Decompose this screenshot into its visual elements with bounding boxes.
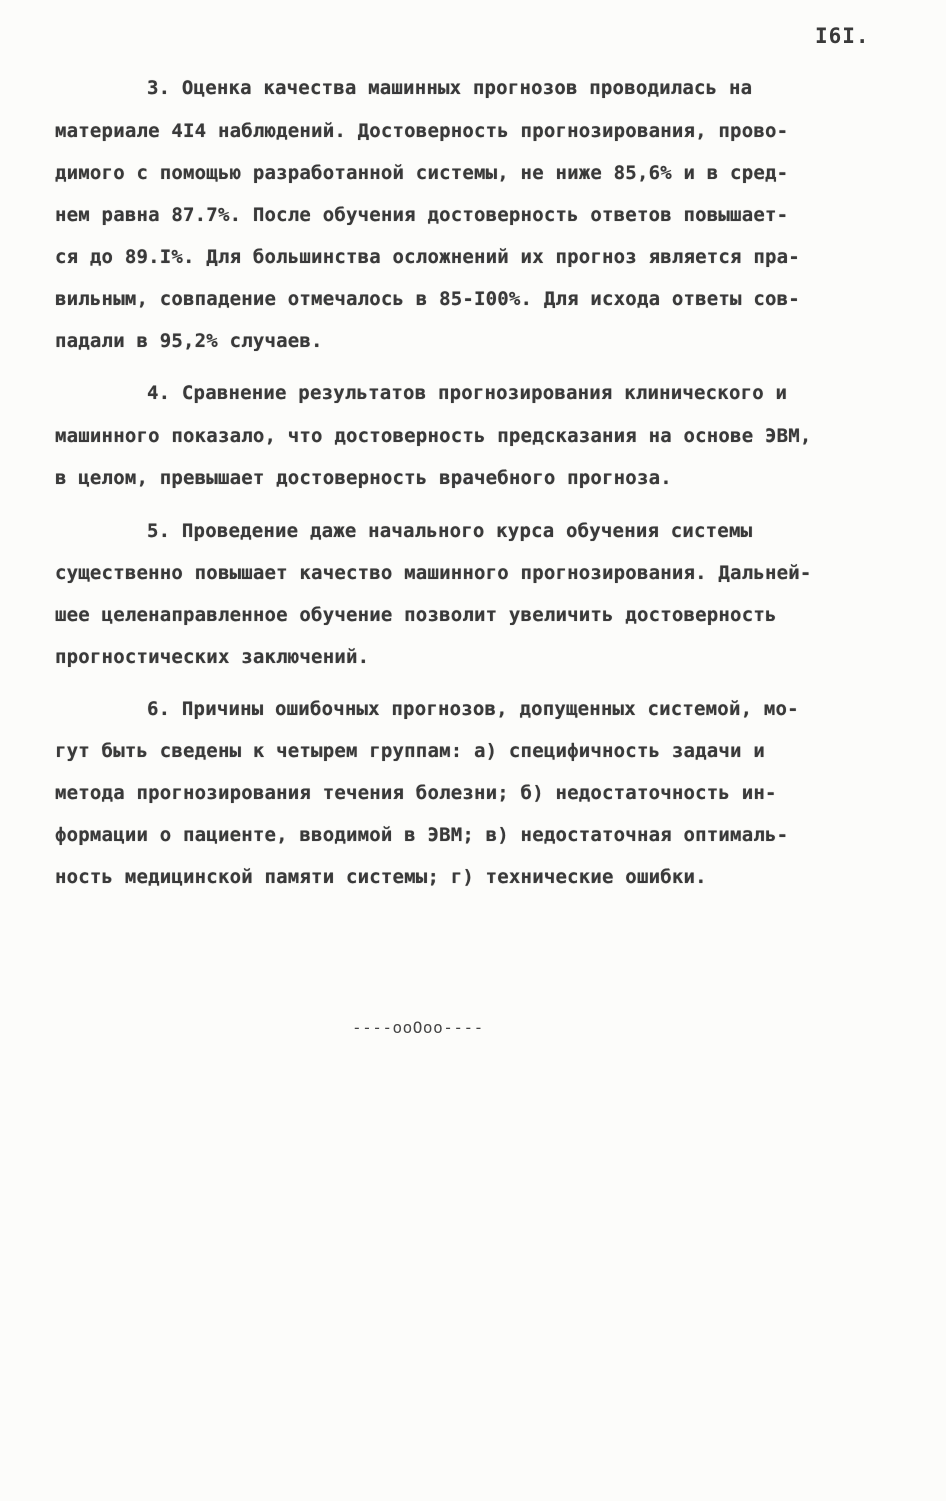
text-line: 6. Причины ошибочных прогнозов, допущенных системой, мо-: [147, 698, 799, 720]
text-line: в целом, превышает достоверность врачебного прогноза.: [55, 467, 672, 489]
text-line: нем равна 87.7%. После обучения достоверность ответов повышает-: [55, 204, 789, 226]
text-line: существенно повышает качество машинного прогнозирования. Дальней-: [55, 562, 812, 584]
text-line: шее целенаправленное обучение позволит увеличить достоверность: [55, 604, 777, 626]
page-number: I6I.: [815, 24, 870, 48]
text-line: вильным, совпадение отмечалось в 85-I00%. Для исхода ответы сов-: [55, 288, 800, 310]
text-line: формации о пациенте, вводимой в ЭВМ; в) недостаточная оптималь-: [55, 824, 789, 846]
text-line: димого с помощью разработанной системы, не ниже 85,6% и в сред-: [55, 162, 789, 184]
text-line: гут быть сведены к четырем группам: а) специфичность задачи и: [55, 740, 765, 762]
end-mark: ----ooOoo----: [352, 1018, 484, 1037]
text-line: прогностических заключений.: [55, 646, 370, 668]
text-line: 3. Оценка качества машинных прогнозов проводилась на: [147, 77, 753, 99]
text-line: машинного показало, что достоверность предсказания на основе ЭВМ,: [55, 425, 812, 447]
text-line: метода прогнозирования течения болезни; б) недостаточность ин-: [55, 782, 777, 804]
text-line: 5. Проведение даже начального курса обучения системы: [147, 520, 753, 542]
text-line: падали в 95,2% случаев.: [55, 330, 323, 352]
text-line: ность медицинской памяти системы; г) технические ошибки.: [55, 866, 707, 888]
text-line: материале 4I4 наблюдений. Достоверность прогнозирования, прово-: [55, 120, 789, 142]
text-line: ся до 89.I%. Для большинства осложнений их прогноз является пра-: [55, 246, 800, 268]
text-line: 4. Сравнение результатов прогнозирования клинического и: [147, 382, 788, 404]
